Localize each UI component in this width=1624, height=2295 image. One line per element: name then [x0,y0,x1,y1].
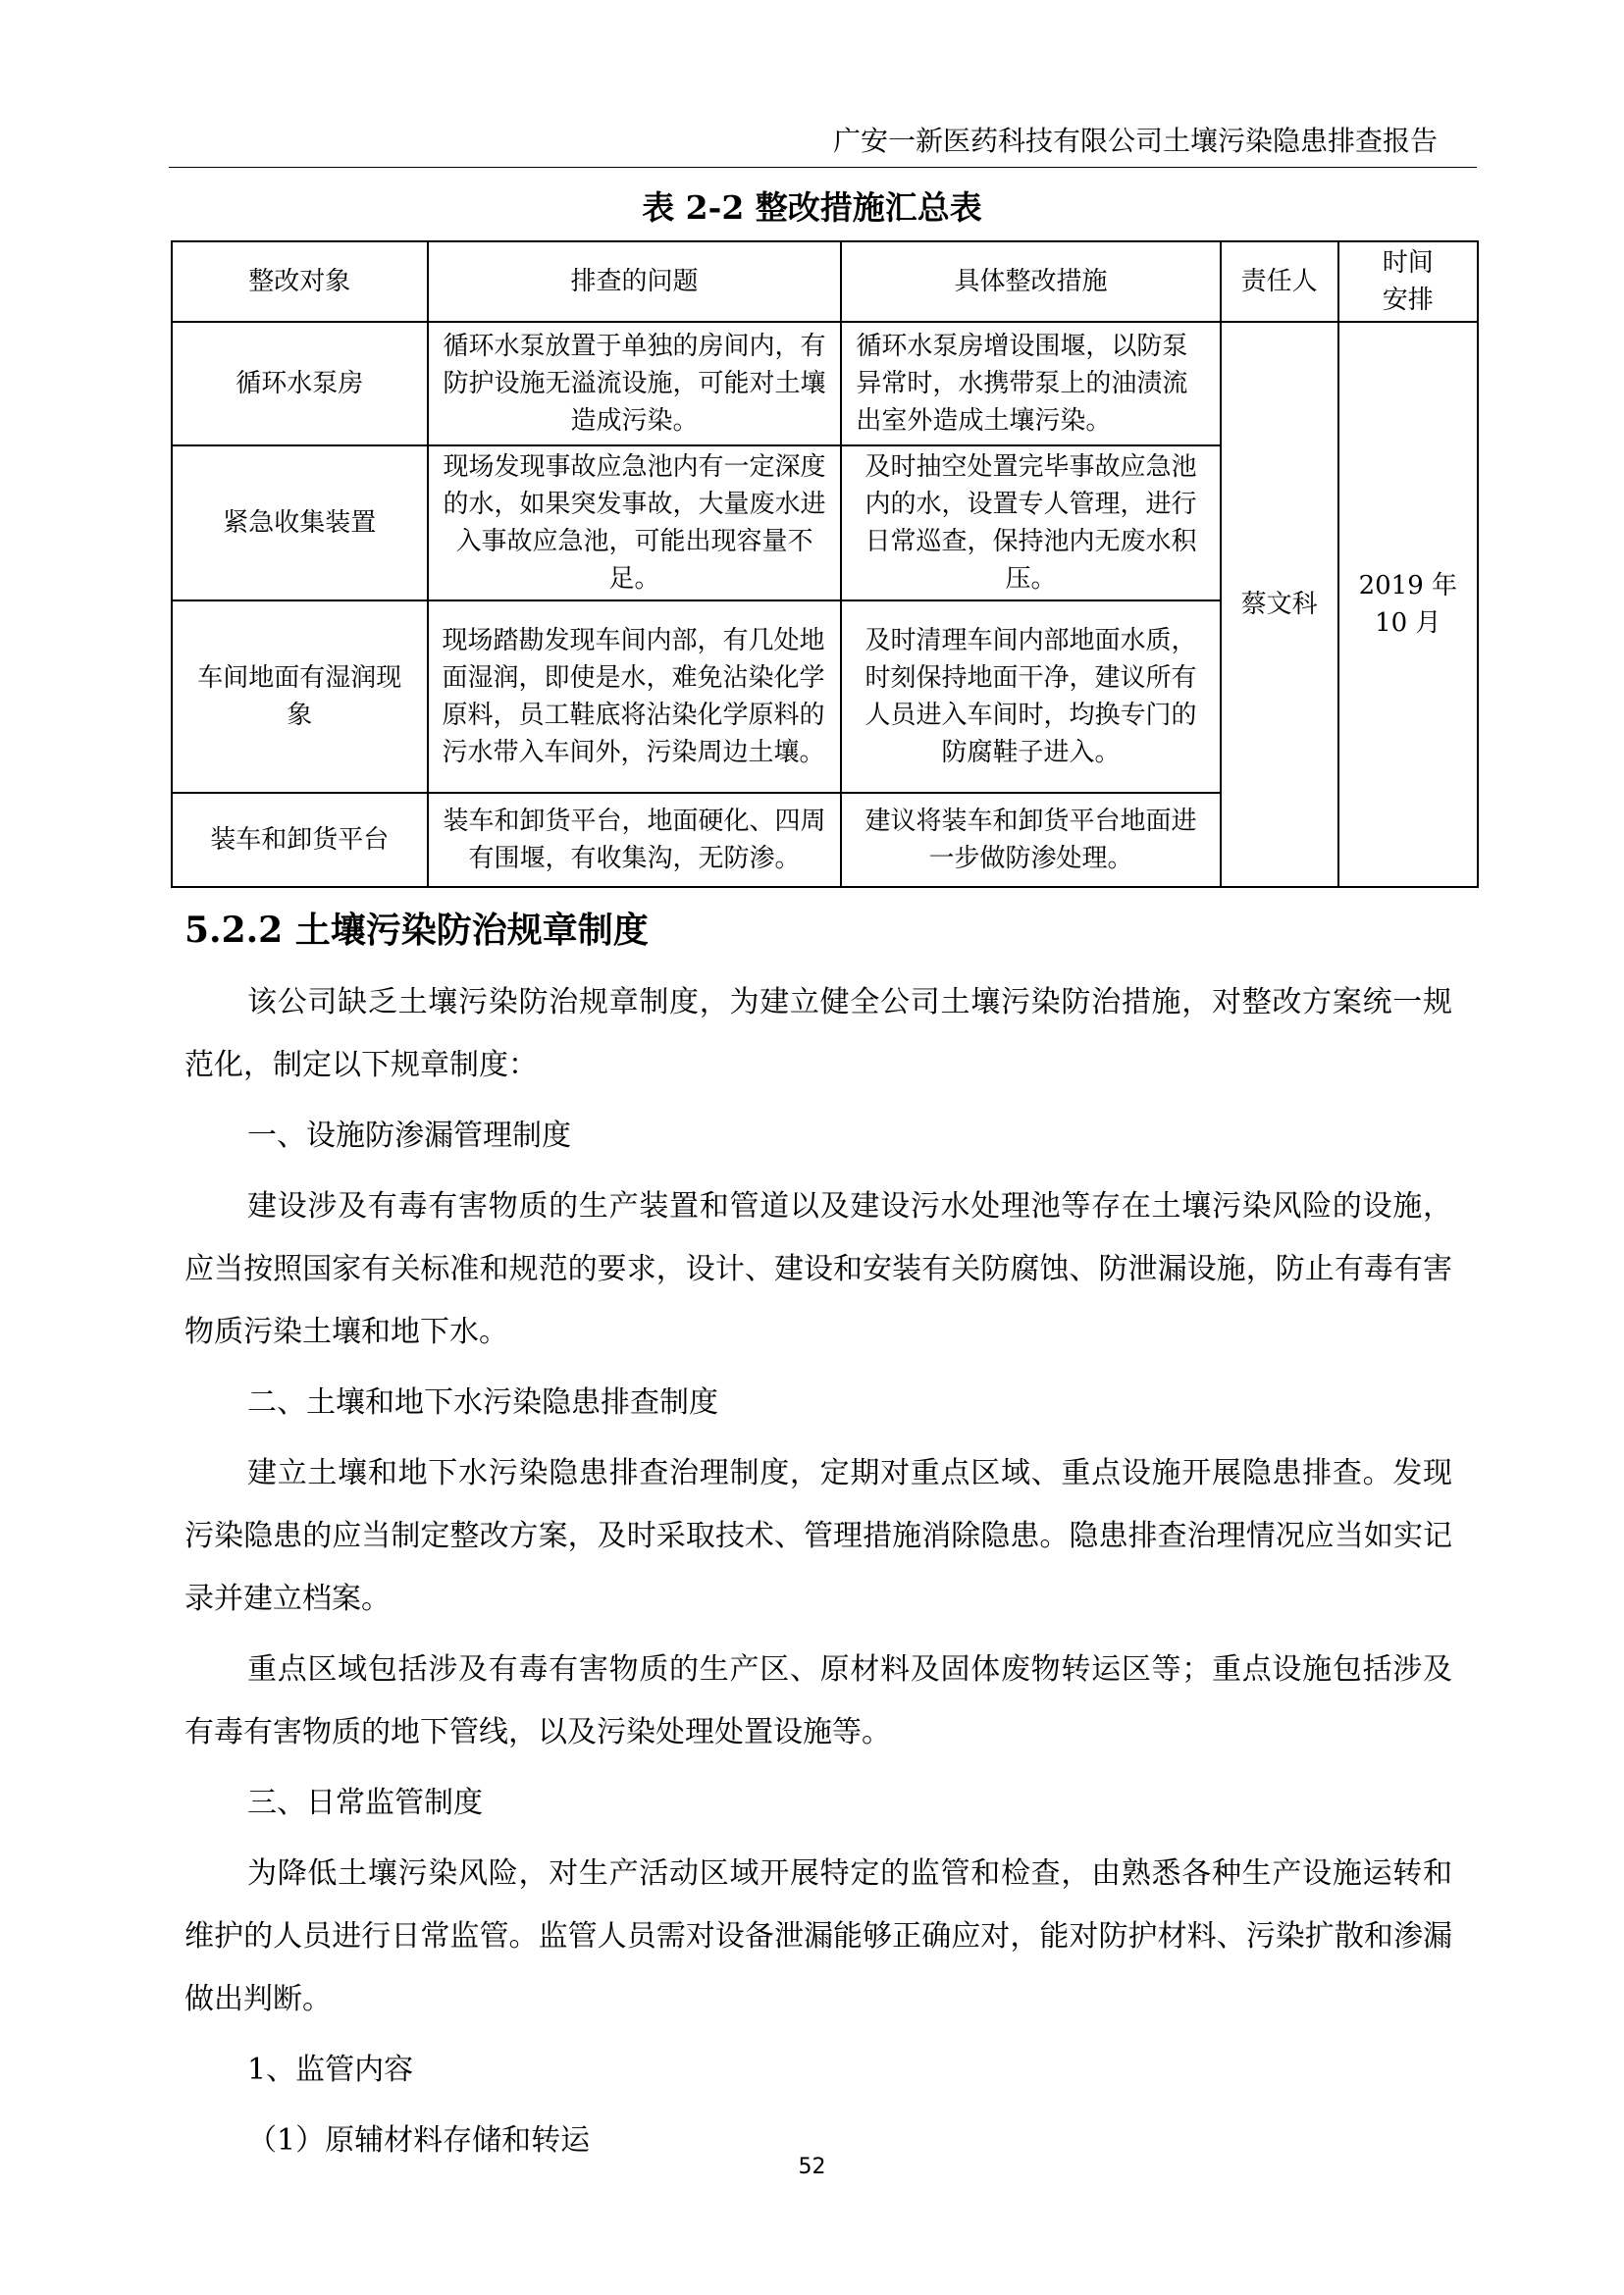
section-body [184,971,1452,2180]
cell-measure: 循环水泵房增设围堰，以防泵异常时，水携带泵上的油渍流出室外造成土壤污染。 [841,322,1220,445]
cell-problem: 循环水泵放置于单独的房间内，有防护设施无溢流设施，可能对土壤造成污染。 [428,322,842,445]
col-header-schedule: 时间 安排 [1338,241,1478,322]
table-title: 表 2-2 整改措施汇总表 [642,188,982,227]
cell-problem: 装车和卸货平台，地面硬化、四周有围堰，有收集沟，无防渗。 [428,793,842,887]
page-number: 52 [798,2155,826,2179]
cell-measure: 及时清理车间内部地面水质，时刻保持地面干净，建议所有人员进入车间时，均换专门的防腐鞋子进入。 [841,600,1220,793]
paragraph: 建立土壤和地下水污染隐患排查治理制度，定期对重点区域、重点设施开展隐患排查。发现污染隐患的应当制定整改方案，及时采取技术、管理措施消除隐患。隐患排查治理情况应当如实记录并建立档案。 [184,1456,1452,1616]
rectification-table [171,240,1479,888]
cell-problem: 现场踏勘发现车间内部，有几处地面湿润，即使是水，难免沾染化学原料，员工鞋底将沾染化学原料的污水带入车间外，污染周边土壤。 [428,600,842,793]
section-heading: 5.2.2 土壤污染防治规章制度 [184,910,649,951]
paragraph: 该公司缺乏土壤污染防治规章制度，为建立健全公司土壤污染防治措施，对整改方案统一规范化，制定以下规章制度： [184,985,1452,1082]
paragraph: 为降低土壤污染风险，对生产活动区域开展特定的监管和检查，由熟悉各种生产设施运转和维护的人员进行日常监管。监管人员需对设备泄漏能够正确应对，能对防护材料、污染扩散和渗漏做出判断。 [184,1856,1452,2016]
cell-target: 循环水泵房 [172,322,428,445]
paragraph: 重点区域包括涉及有毒有害物质的生产区、原材料及固体废物转运区等；重点设施包括涉及有毒有害物质的地下管线，以及污染处理处置设施等。 [184,1652,1452,1749]
table-header-row [172,241,1478,322]
paragraph: 1、监管内容 [247,2053,414,2087]
paragraph: 二、土壤和地下水污染隐患排查制度 [247,1385,718,1420]
running-header: 广安一新医药科技有限公司土壤污染隐患排查报告 [832,125,1438,157]
cell-target: 车间地面有湿润现象 [172,600,428,793]
header-rule [169,167,1477,168]
cell-schedule: 2019 年 10 月 [1338,322,1478,887]
paragraph: 建设涉及有毒有害物质的生产装置和管道以及建设污水处理池等存在土壤污染风险的设施，应当按照国家有关标准和规范的要求，设计、建设和安装有关防腐蚀、防泄漏设施，防止有毒有害物质污染土壤和地下水。 [184,1189,1452,1349]
col-header-problem: 排查的问题 [428,241,842,322]
col-header-responsible: 责任人 [1221,241,1338,322]
col-header-target: 整改对象 [172,241,428,322]
paragraph: （1）原辅材料存储和转运 [247,2123,591,2158]
table-row [172,322,1478,445]
col-header-measure: 具体整改措施 [841,241,1220,322]
cell-target: 装车和卸货平台 [172,793,428,887]
cell-target: 紧急收集装置 [172,445,428,600]
cell-problem: 现场发现事故应急池内有一定深度的水，如果突发事故，大量废水进入事故应急池，可能出现容量不足。 [428,445,842,600]
cell-measure: 及时抽空处置完毕事故应急池内的水，设置专人管理，进行日常巡查，保持池内无废水积压。 [841,445,1220,600]
paragraph: 一、设施防渗漏管理制度 [247,1119,571,1153]
paragraph: 三、日常监管制度 [247,1786,483,1820]
cell-measure: 建议将装车和卸货平台地面进一步做防渗处理。 [841,793,1220,887]
cell-responsible: 蔡文科 [1221,322,1338,887]
